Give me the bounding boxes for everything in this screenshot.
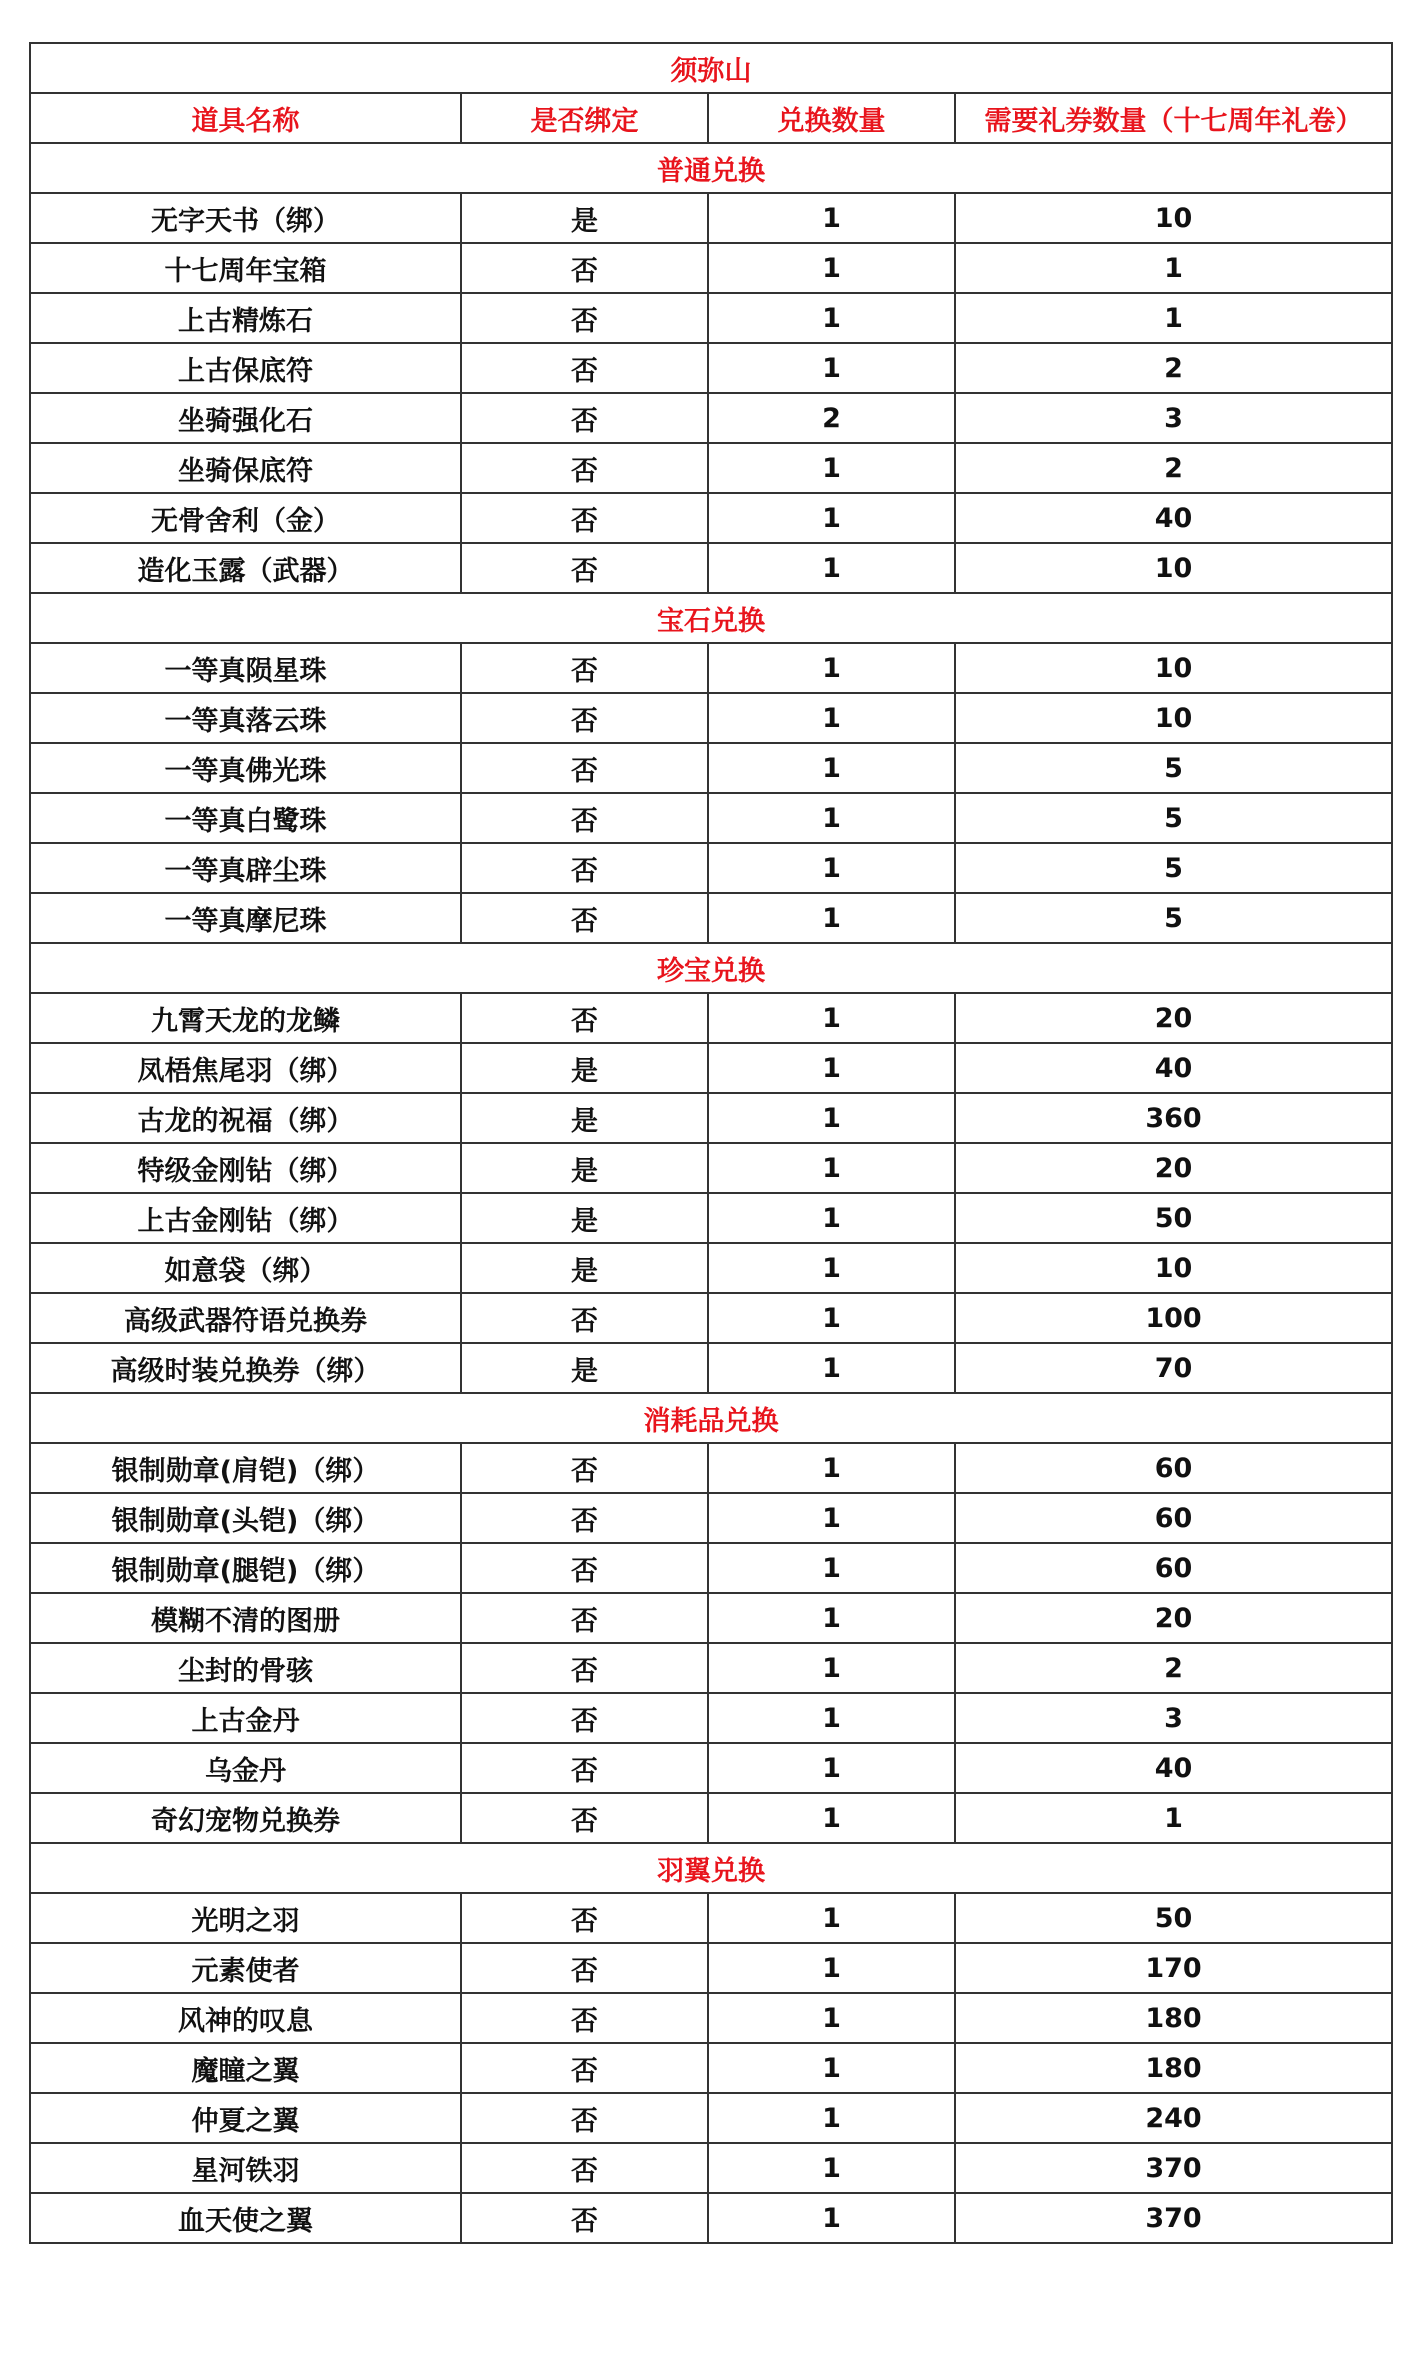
quantity-cell: 1 — [708, 543, 955, 593]
table-row — [30, 843, 1392, 893]
coupon-cost-cell: 20 — [955, 1593, 1392, 1643]
coupon-cost-cell: 3 — [955, 393, 1392, 443]
bound-cell: 否 — [461, 643, 708, 693]
bound-cell: 否 — [461, 2043, 708, 2093]
bound-cell: 否 — [461, 2093, 708, 2143]
header-item-name: 道具名称 — [30, 93, 461, 143]
table-row — [30, 1343, 1392, 1393]
quantity-cell: 1 — [708, 1743, 955, 1793]
bound-cell: 否 — [461, 2193, 708, 2243]
section-title: 普通兑换 — [30, 143, 1392, 193]
item-name-cell: 无骨舍利（金） — [30, 493, 461, 543]
item-name-cell: 一等真佛光珠 — [30, 743, 461, 793]
bound-cell: 否 — [461, 1693, 708, 1743]
item-name-cell: 星河铁羽 — [30, 2143, 461, 2193]
quantity-cell: 1 — [708, 1343, 955, 1393]
item-name-cell: 银制勋章(头铠)（绑） — [30, 1493, 461, 1543]
bound-cell: 否 — [461, 693, 708, 743]
bound-cell: 否 — [461, 1293, 708, 1343]
bound-cell: 否 — [461, 1893, 708, 1943]
exchange-table-body — [30, 43, 1392, 2243]
bound-cell: 否 — [461, 343, 708, 393]
coupon-cost-cell: 40 — [955, 1743, 1392, 1793]
item-name-cell: 高级武器符语兑换券 — [30, 1293, 461, 1343]
item-name-cell: 元素使者 — [30, 1943, 461, 1993]
bound-cell: 否 — [461, 793, 708, 843]
bound-cell: 否 — [461, 1743, 708, 1793]
quantity-cell: 1 — [708, 893, 955, 943]
coupon-cost-cell: 50 — [955, 1193, 1392, 1243]
bound-cell: 是 — [461, 1193, 708, 1243]
bound-cell: 否 — [461, 1493, 708, 1543]
bound-cell: 否 — [461, 1943, 708, 1993]
item-name-cell: 模糊不清的图册 — [30, 1593, 461, 1643]
item-name-cell: 坐骑保底符 — [30, 443, 461, 493]
quantity-cell: 1 — [708, 293, 955, 343]
table-row — [30, 193, 1392, 243]
table-row — [30, 1693, 1392, 1743]
coupon-cost-cell: 370 — [955, 2143, 1392, 2193]
bound-cell: 是 — [461, 193, 708, 243]
quantity-cell: 1 — [708, 493, 955, 543]
coupon-cost-cell: 40 — [955, 1043, 1392, 1093]
quantity-cell: 1 — [708, 1593, 955, 1643]
coupon-cost-cell: 2 — [955, 1643, 1392, 1693]
quantity-cell: 1 — [708, 1293, 955, 1343]
header-bound: 是否绑定 — [461, 93, 708, 143]
bound-cell: 否 — [461, 1643, 708, 1693]
section-header-row — [30, 1843, 1392, 1893]
coupon-cost-cell: 1 — [955, 243, 1392, 293]
coupon-cost-cell: 70 — [955, 1343, 1392, 1393]
quantity-cell: 1 — [708, 1643, 955, 1693]
bound-cell: 否 — [461, 493, 708, 543]
item-name-cell: 坐骑强化石 — [30, 393, 461, 443]
table-row — [30, 1593, 1392, 1643]
coupon-cost-cell: 180 — [955, 1993, 1392, 2043]
table-row — [30, 2193, 1392, 2243]
item-name-cell: 一等真白鹭珠 — [30, 793, 461, 843]
quantity-cell: 1 — [708, 793, 955, 843]
quantity-cell: 2 — [708, 393, 955, 443]
table-row — [30, 1543, 1392, 1593]
coupon-cost-cell: 170 — [955, 1943, 1392, 1993]
table-row — [30, 993, 1392, 1043]
coupon-cost-cell: 20 — [955, 1143, 1392, 1193]
coupon-cost-cell: 5 — [955, 893, 1392, 943]
table-row — [30, 1093, 1392, 1143]
coupon-cost-cell: 240 — [955, 2093, 1392, 2143]
item-name-cell: 凤梧焦尾羽（绑） — [30, 1043, 461, 1093]
bound-cell: 否 — [461, 393, 708, 443]
table-row — [30, 1893, 1392, 1943]
table-row — [30, 1793, 1392, 1843]
bound-cell: 否 — [461, 843, 708, 893]
quantity-cell: 1 — [708, 2043, 955, 2093]
coupon-cost-cell: 10 — [955, 193, 1392, 243]
item-name-cell: 造化玉露（武器） — [30, 543, 461, 593]
coupon-cost-cell: 3 — [955, 1693, 1392, 1743]
quantity-cell: 1 — [708, 1543, 955, 1593]
table-row — [30, 1243, 1392, 1293]
quantity-cell: 1 — [708, 1993, 955, 2043]
bound-cell: 否 — [461, 543, 708, 593]
table-row — [30, 793, 1392, 843]
table-row — [30, 1143, 1392, 1193]
coupon-cost-cell: 180 — [955, 2043, 1392, 2093]
table-row — [30, 2143, 1392, 2193]
coupon-cost-cell: 60 — [955, 1443, 1392, 1493]
quantity-cell: 1 — [708, 1243, 955, 1293]
coupon-cost-cell: 10 — [955, 543, 1392, 593]
quantity-cell: 1 — [708, 1093, 955, 1143]
table-row — [30, 1293, 1392, 1343]
bound-cell: 否 — [461, 1993, 708, 2043]
coupon-cost-cell: 10 — [955, 693, 1392, 743]
table-row — [30, 243, 1392, 293]
exchange-table — [29, 42, 1393, 2244]
coupon-cost-cell: 60 — [955, 1543, 1392, 1593]
bound-cell: 否 — [461, 743, 708, 793]
bound-cell: 否 — [461, 1593, 708, 1643]
section-header-row — [30, 143, 1392, 193]
section-title: 消耗品兑换 — [30, 1393, 1392, 1443]
table-row — [30, 743, 1392, 793]
item-name-cell: 风神的叹息 — [30, 1993, 461, 2043]
coupon-cost-cell: 5 — [955, 743, 1392, 793]
coupon-cost-cell: 40 — [955, 493, 1392, 543]
table-row — [30, 293, 1392, 343]
header-coupon-cost: 需要礼券数量（十七周年礼卷） — [955, 93, 1392, 143]
item-name-cell: 上古金刚钻（绑） — [30, 1193, 461, 1243]
bound-cell: 否 — [461, 1543, 708, 1593]
title-row — [30, 43, 1392, 93]
item-name-cell: 上古保底符 — [30, 343, 461, 393]
section-header-row — [30, 943, 1392, 993]
coupon-cost-cell: 100 — [955, 1293, 1392, 1343]
table-row — [30, 2043, 1392, 2093]
quantity-cell: 1 — [708, 443, 955, 493]
item-name-cell: 无字天书（绑） — [30, 193, 461, 243]
quantity-cell: 1 — [708, 2143, 955, 2193]
item-name-cell: 一等真落云珠 — [30, 693, 461, 743]
bound-cell: 否 — [461, 893, 708, 943]
quantity-cell: 1 — [708, 1893, 955, 1943]
item-name-cell: 一等真摩尼珠 — [30, 893, 461, 943]
bound-cell: 是 — [461, 1343, 708, 1393]
item-name-cell: 上古金丹 — [30, 1693, 461, 1743]
quantity-cell: 1 — [708, 193, 955, 243]
item-name-cell: 上古精炼石 — [30, 293, 461, 343]
coupon-cost-cell: 5 — [955, 793, 1392, 843]
item-name-cell: 仲夏之翼 — [30, 2093, 461, 2143]
bound-cell: 是 — [461, 1043, 708, 1093]
table-row — [30, 1743, 1392, 1793]
quantity-cell: 1 — [708, 243, 955, 293]
quantity-cell: 1 — [708, 343, 955, 393]
table-row — [30, 393, 1392, 443]
section-header-row — [30, 593, 1392, 643]
coupon-cost-cell: 370 — [955, 2193, 1392, 2243]
quantity-cell: 1 — [708, 1693, 955, 1743]
item-name-cell: 特级金刚钻（绑） — [30, 1143, 461, 1193]
item-name-cell: 光明之羽 — [30, 1893, 461, 1943]
table-row — [30, 443, 1392, 493]
section-header-row — [30, 1393, 1392, 1443]
coupon-cost-cell: 5 — [955, 843, 1392, 893]
table-title: 须弥山 — [30, 43, 1392, 93]
table-row — [30, 1443, 1392, 1493]
coupon-cost-cell: 1 — [955, 293, 1392, 343]
quantity-cell: 1 — [708, 1443, 955, 1493]
quantity-cell: 1 — [708, 743, 955, 793]
coupon-cost-cell: 20 — [955, 993, 1392, 1043]
bound-cell: 否 — [461, 443, 708, 493]
coupon-cost-cell: 2 — [955, 343, 1392, 393]
table-row — [30, 1193, 1392, 1243]
item-name-cell: 一等真辟尘珠 — [30, 843, 461, 893]
quantity-cell: 1 — [708, 643, 955, 693]
item-name-cell: 血天使之翼 — [30, 2193, 461, 2243]
section-title: 宝石兑换 — [30, 593, 1392, 643]
item-name-cell: 如意袋（绑） — [30, 1243, 461, 1293]
coupon-cost-cell: 1 — [955, 1793, 1392, 1843]
header-row — [30, 93, 1392, 143]
bound-cell: 否 — [461, 293, 708, 343]
table-row — [30, 493, 1392, 543]
bound-cell: 否 — [461, 1443, 708, 1493]
item-name-cell: 高级时装兑换券（绑） — [30, 1343, 461, 1393]
quantity-cell: 1 — [708, 843, 955, 893]
item-name-cell: 一等真陨星珠 — [30, 643, 461, 693]
table-row — [30, 2093, 1392, 2143]
table-row — [30, 1943, 1392, 1993]
item-name-cell: 银制勋章(肩铠)（绑） — [30, 1443, 461, 1493]
table-row — [30, 543, 1392, 593]
table-row — [30, 343, 1392, 393]
quantity-cell: 1 — [708, 693, 955, 743]
section-title: 羽翼兑换 — [30, 1843, 1392, 1893]
quantity-cell: 1 — [708, 1793, 955, 1843]
bound-cell: 否 — [461, 243, 708, 293]
table-row — [30, 1993, 1392, 2043]
table-row — [30, 1493, 1392, 1543]
quantity-cell: 1 — [708, 1043, 955, 1093]
bound-cell: 否 — [461, 993, 708, 1043]
table-row — [30, 643, 1392, 693]
item-name-cell: 奇幻宠物兑换券 — [30, 1793, 461, 1843]
section-title: 珍宝兑换 — [30, 943, 1392, 993]
quantity-cell: 1 — [708, 993, 955, 1043]
quantity-cell: 1 — [708, 2193, 955, 2243]
coupon-cost-cell: 50 — [955, 1893, 1392, 1943]
item-name-cell: 九霄天龙的龙鳞 — [30, 993, 461, 1043]
bound-cell: 否 — [461, 1793, 708, 1843]
table-row — [30, 893, 1392, 943]
item-name-cell: 十七周年宝箱 — [30, 243, 461, 293]
bound-cell: 是 — [461, 1143, 708, 1193]
bound-cell: 是 — [461, 1093, 708, 1143]
table-row — [30, 693, 1392, 743]
header-quantity: 兑换数量 — [708, 93, 955, 143]
coupon-cost-cell: 10 — [955, 643, 1392, 693]
table-row — [30, 1043, 1392, 1093]
item-name-cell: 魔瞳之翼 — [30, 2043, 461, 2093]
quantity-cell: 1 — [708, 2093, 955, 2143]
quantity-cell: 1 — [708, 1193, 955, 1243]
quantity-cell: 1 — [708, 1143, 955, 1193]
item-name-cell: 银制勋章(腿铠)（绑） — [30, 1543, 461, 1593]
table-row — [30, 1643, 1392, 1693]
item-name-cell: 乌金丹 — [30, 1743, 461, 1793]
quantity-cell: 1 — [708, 1943, 955, 1993]
item-name-cell: 尘封的骨骇 — [30, 1643, 461, 1693]
coupon-cost-cell: 10 — [955, 1243, 1392, 1293]
bound-cell: 否 — [461, 2143, 708, 2193]
coupon-cost-cell: 60 — [955, 1493, 1392, 1543]
item-name-cell: 古龙的祝福（绑） — [30, 1093, 461, 1143]
quantity-cell: 1 — [708, 1493, 955, 1543]
coupon-cost-cell: 360 — [955, 1093, 1392, 1143]
bound-cell: 是 — [461, 1243, 708, 1293]
coupon-cost-cell: 2 — [955, 443, 1392, 493]
